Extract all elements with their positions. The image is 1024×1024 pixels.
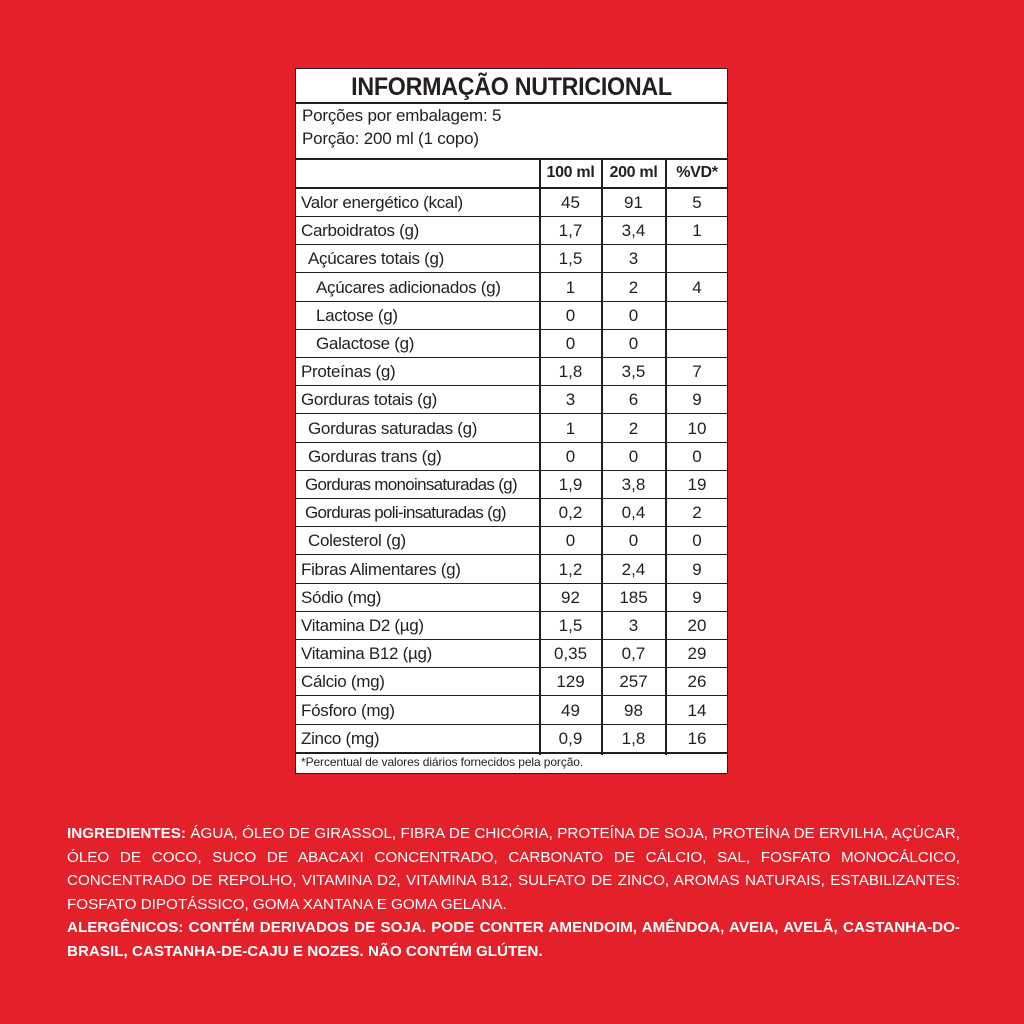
value-per-200ml: 0 [628, 446, 639, 466]
nutrition-row [296, 274, 727, 302]
nutrient-name: Gorduras saturadas (g) [308, 418, 478, 438]
footnote: *Percentual de valores diários fornecidos pela porção. [301, 755, 584, 769]
value-per-200ml: 0 [628, 305, 639, 325]
daily-value-percent: 0 [692, 531, 702, 551]
value-per-100ml: 3 [565, 390, 576, 410]
value-per-100ml: 0 [565, 531, 576, 551]
value-per-100ml: 45 [561, 193, 580, 212]
value-per-100ml: 1 [565, 418, 576, 438]
nutrition-row [296, 189, 727, 217]
nutrition-row [296, 640, 727, 668]
nutrient-name: Zinco (mg) [301, 728, 380, 748]
value-per-200ml: 3 [628, 249, 639, 269]
value-per-200ml: 2 [628, 277, 639, 297]
value-per-100ml: 0 [565, 446, 576, 466]
value-per-100ml: 49 [561, 700, 580, 720]
column-header-vd: %VD* [676, 164, 718, 181]
nutrition-row [296, 499, 727, 527]
nutrient-name: Vitamina D2 (µg) [301, 616, 424, 635]
nutrition-facts-panel [295, 68, 728, 774]
value-per-100ml: 129 [556, 672, 585, 692]
title-divider [296, 102, 727, 104]
ingredients-text: ÁGUA, ÓLEO DE GIRASSOL, FIBRA DE CHICÓRIA, PROTEÍNA DE SOJA, PROTEÍNA DE ERVILHA, AÇÚCAR, ÓLEO DE COCO, SUCO DE ABACAXI CONCENTRADO, CARBONATO DE CÁLCIO, SAL, FOSFATO MONOCÁLCICO, CONCENTRADO DE REPOLHO, VITAMINA D2, VITAMINA B12, SULFATO DE ZINCO, AROMAS NATURAIS, ESTABILIZANTES: FOSFATO DIPOTÁSSICO, GOMA XANTANA E GOMA GELANA. [67, 825, 960, 913]
nutrient-name: Vitamina B12 (µg) [301, 644, 432, 664]
column-header-200ml: 200 ml [609, 164, 658, 181]
serving-size: Porção: 200 ml (1 copo) [302, 129, 479, 148]
value-per-200ml: 3 [628, 616, 639, 635]
value-per-200ml: 0 [628, 531, 639, 551]
value-per-200ml: 3,4 [621, 221, 646, 241]
value-per-100ml: 0,35 [553, 644, 588, 664]
nutrition-row [296, 245, 727, 273]
nutrition-row [296, 302, 727, 330]
nutrition-title: INFORMAÇÃO NUTRICIONAL [351, 73, 672, 101]
nutrition-row [296, 725, 727, 753]
value-per-200ml: 257 [619, 672, 648, 692]
value-per-100ml: 1,9 [558, 475, 583, 494]
nutrient-name: Cálcio (mg) [301, 672, 385, 692]
nutrient-name: Fibras Alimentares (g) [301, 559, 461, 579]
daily-value-percent: 7 [692, 362, 702, 382]
nutrition-row [296, 415, 727, 443]
nutrition-row [296, 668, 727, 696]
value-per-200ml: 2 [628, 418, 639, 438]
daily-value-percent: 10 [687, 418, 707, 438]
daily-value-percent: 20 [687, 616, 707, 635]
daily-value-percent: 19 [687, 475, 707, 494]
value-per-100ml: 92 [561, 587, 580, 607]
ingredients-paragraph [67, 822, 960, 916]
nutrient-name: Lactose (g) [316, 305, 398, 325]
value-per-100ml: 0 [565, 334, 576, 353]
daily-value-percent: 5 [692, 193, 702, 212]
daily-value-percent: 9 [692, 390, 702, 410]
value-per-100ml: 1 [565, 277, 576, 297]
nutrient-name: Proteínas (g) [301, 362, 396, 382]
nutrient-name: Fósforo (mg) [301, 700, 395, 720]
value-per-100ml: 0,9 [558, 728, 583, 748]
daily-value-percent [666, 302, 728, 330]
nutrient-name: Sódio (mg) [301, 587, 382, 607]
value-per-200ml: 1,8 [621, 728, 646, 748]
daily-value-percent: 16 [687, 728, 707, 748]
value-per-100ml: 1,5 [558, 616, 583, 635]
value-per-200ml: 0 [628, 334, 639, 353]
ingredients-section [67, 822, 960, 964]
column-header-100ml: 100 ml [546, 164, 595, 181]
servings-per-package: Porções por embalagem: 5 [302, 106, 502, 125]
nutrition-row [296, 330, 727, 358]
value-per-100ml: 1,8 [558, 362, 583, 382]
nutrient-name: Colesterol (g) [308, 531, 406, 551]
daily-value-percent: 2 [692, 503, 702, 523]
daily-value-percent: 29 [687, 644, 707, 664]
daily-value-percent: 0 [692, 446, 702, 466]
value-per-200ml: 6 [628, 390, 639, 410]
daily-value-percent [666, 245, 728, 273]
nutrition-row [296, 471, 727, 499]
value-per-100ml: 0 [565, 305, 576, 325]
nutrition-row [296, 697, 727, 725]
daily-value-percent: 9 [692, 559, 702, 579]
nutrient-name: Gorduras totais (g) [301, 390, 438, 410]
nutrient-name: Açúcares totais (g) [308, 249, 445, 269]
nutrient-name: Valor energético (kcal) [301, 193, 463, 212]
value-per-200ml: 0,7 [621, 644, 646, 664]
nutrition-row [296, 358, 727, 386]
daily-value-percent [666, 330, 728, 358]
value-per-100ml: 1,5 [558, 249, 583, 269]
nutrition-row [296, 584, 727, 612]
value-per-200ml: 185 [619, 587, 648, 607]
value-per-200ml: 3,5 [621, 362, 646, 382]
nutrition-row [296, 386, 727, 414]
value-per-100ml: 0,2 [558, 503, 583, 523]
nutrient-name: Gorduras monoinsaturadas (g) [305, 475, 517, 494]
nutrient-name: Carboidratos (g) [301, 221, 420, 241]
nutrition-row [296, 527, 727, 555]
daily-value-percent: 26 [687, 672, 707, 692]
nutrition-row [296, 556, 727, 584]
nutrient-name: Gorduras poli-insaturadas (g) [305, 503, 506, 523]
nutrient-name: Gorduras trans (g) [308, 446, 442, 466]
nutrition-row [296, 612, 727, 640]
nutrition-row [296, 443, 727, 471]
daily-value-percent: 14 [687, 700, 707, 720]
value-per-200ml: 2,4 [621, 559, 646, 579]
value-per-200ml: 91 [624, 193, 643, 212]
value-per-200ml: 0,4 [621, 503, 646, 523]
allergens-text: ALERGÊNICOS: CONTÉM DERIVADOS DE SOJA. PODE CONTER AMENDOIM, AMÊNDOA, AVEIA, AVELÃ, CASTANHA-DO-BRASIL, CASTANHA-DE-CAJU E NOZES. NÃO CONTÉM GLÚTEN. [67, 919, 960, 960]
daily-value-percent: 1 [692, 221, 702, 241]
ingredients-heading: INGREDIENTES: [67, 825, 186, 842]
value-per-200ml: 3,8 [621, 475, 646, 494]
daily-value-percent: 9 [692, 587, 702, 607]
value-per-100ml: 1,7 [558, 221, 583, 241]
nutrient-name: Galactose (g) [316, 334, 415, 353]
value-per-200ml: 98 [624, 700, 643, 720]
value-per-100ml: 1,2 [558, 559, 583, 579]
nutrient-name: Açúcares adicionados (g) [316, 277, 501, 297]
daily-value-percent: 4 [692, 277, 702, 297]
nutrition-row [296, 217, 727, 245]
